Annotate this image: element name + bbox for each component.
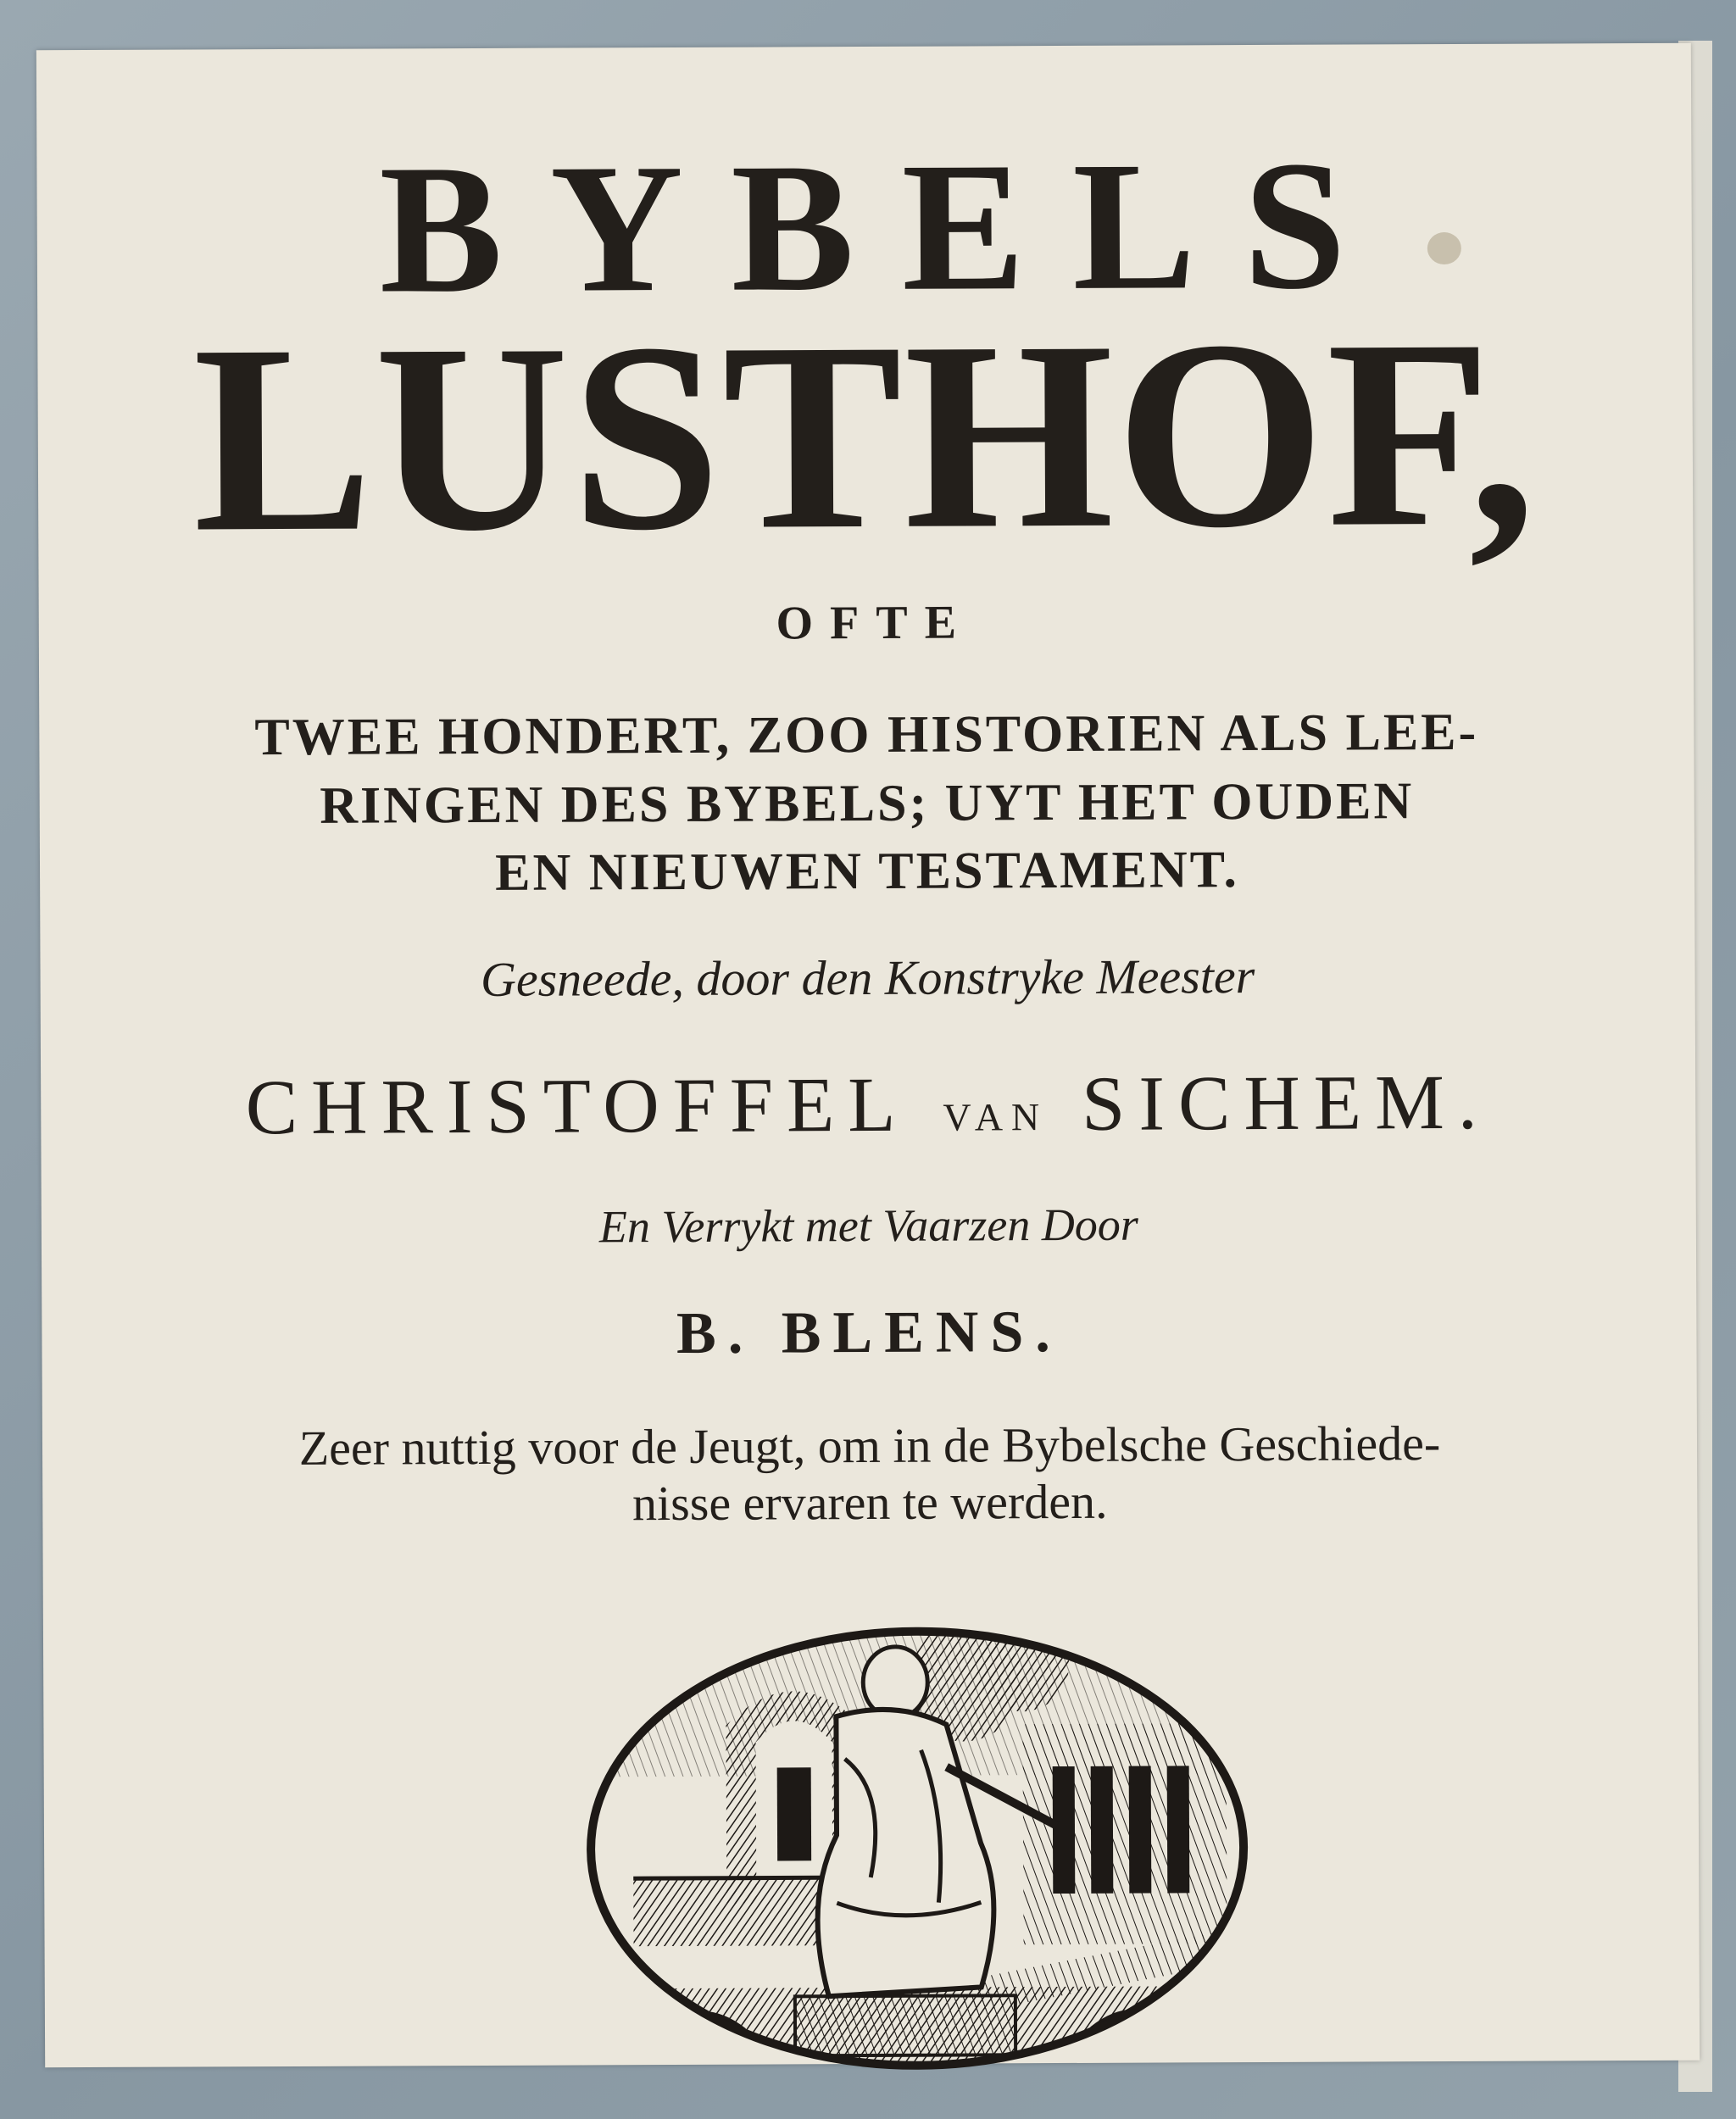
subtitle-line: EN NIEUWEN TESTAMENT. <box>495 841 1240 903</box>
subtitle-line: TWEE HONDERT, ZOO HISTORIEN ALS LEE- <box>254 703 1479 767</box>
title-line-bybels: BYBELS <box>379 123 1394 332</box>
engraver-last-name: SICHEM. <box>1081 1058 1491 1147</box>
verses-author: B. BLENS. <box>676 1299 1062 1366</box>
title-page <box>36 43 1700 2067</box>
engraver-van: VAN <box>943 1095 1049 1139</box>
purpose-line: nisse ervaren te werden. <box>632 1473 1108 1531</box>
woodcut-vignette-icon <box>581 1621 1253 2075</box>
purpose-block <box>42 1415 1698 1535</box>
verses-intro: En Verrykt met Vaarzen Door <box>598 1199 1138 1253</box>
ofte-line: OFTE <box>776 596 974 650</box>
subtitle-block <box>39 698 1694 909</box>
title-line-lusthof: LUSTHOF, <box>192 283 1538 588</box>
engraver-first-name: CHRISTOFFEL <box>245 1060 910 1151</box>
engraver-name <box>41 1056 1695 1154</box>
subtitle-line: RINGEN DES BYBELS; UYT HET OUDEN <box>320 771 1415 835</box>
engraver-intro: Gesneede, door den Konstryke Meester <box>480 948 1255 1007</box>
purpose-line: Zeer nuttig voor de Jeugt, om in de Bybelsche Geschiede- <box>298 1415 1441 1476</box>
